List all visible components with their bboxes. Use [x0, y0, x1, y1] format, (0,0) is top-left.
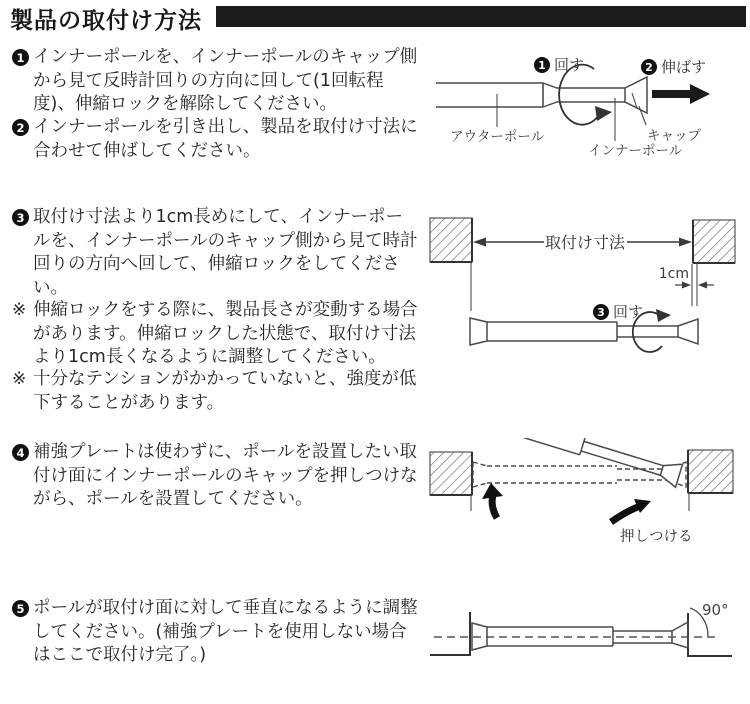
press-arrow-shaft — [611, 507, 638, 522]
step-2-text: インナーポールを引き出し、製品を取付け寸法に合わせて伸ばしてください。 — [33, 117, 418, 161]
pole-right-cap — [678, 319, 698, 344]
step-1-number: 1 — [12, 49, 29, 66]
left-wall-lines — [430, 612, 471, 655]
cap-drawing — [625, 77, 647, 113]
note-1 — [12, 299, 420, 370]
step-4-text: 補強プレートは使わずに、ポールを設置したい取付け面にインナーポールのキャップを押しつけながら、ポールを設置してください。 — [33, 442, 418, 509]
step-3 — [12, 206, 420, 300]
step-2-number: 2 — [12, 119, 29, 136]
extend-arrow-shaft — [652, 90, 690, 98]
badge-2-number: 2 — [645, 61, 653, 74]
turn-label: 回す — [554, 56, 585, 74]
extend-label: 伸ばす — [661, 58, 707, 76]
outer-pole-label: アウターポール — [450, 129, 545, 145]
note-2-marker: ※ — [12, 369, 27, 389]
step-3-number: 3 — [12, 209, 29, 226]
step-2 — [12, 116, 420, 163]
tilted-inner-pole — [581, 441, 663, 475]
left-wall — [430, 218, 472, 262]
pole-final-position-dashed — [473, 462, 686, 487]
outer-pole-drawing — [436, 83, 543, 107]
step-1-text: インナーポールを、インナーポールのキャップ側から見て反時計回りの方向に回して(1回転程度)、伸縮ロックを解除してください。 — [33, 47, 418, 114]
rotate-cw-arrowhead — [656, 309, 671, 322]
note-1-marker: ※ — [12, 300, 27, 320]
lift-arrow-shaft — [492, 495, 497, 518]
gap-arrow-left-head — [682, 282, 691, 289]
inner-pole-drawing — [543, 83, 625, 107]
badge-3-number: 3 — [597, 306, 605, 319]
note-1-text: 伸縮ロックをする際に、製品長さが変動する場合があります。伸縮ロックした状態で、取付け寸法より1cm長くなるように調整してください。 — [33, 300, 418, 367]
step-4-number: 4 — [12, 444, 29, 461]
step-5 — [12, 597, 420, 668]
step-1 — [12, 46, 420, 117]
press-label: 押しつける — [620, 529, 693, 545]
gap-label: 1cm — [658, 266, 689, 282]
dimension-arrowhead-left — [473, 238, 486, 247]
note-2 — [12, 368, 420, 415]
right-wall — [688, 450, 733, 493]
note-2-text: 十分なテンションがかかっていないと、強度が低下することがあります。 — [33, 369, 417, 413]
step-3-text: 取付け寸法より1cm長めにして、インナーポールを、インナーポールのキャップ側から見て時計回りの方向へ回して、伸縮ロックをしてください。 — [33, 207, 418, 298]
tilted-outer-pole — [488, 438, 585, 455]
gap-arrow-right-head — [698, 282, 707, 289]
pole-left-cap — [470, 318, 487, 345]
rotate-ccw-arrowhead — [595, 106, 612, 121]
badge-1-number: 1 — [538, 59, 546, 72]
diagram-perpendicular — [428, 588, 746, 702]
diagram-mounting-dimension — [428, 205, 746, 357]
pole-right-cap — [672, 622, 688, 648]
dimension-label: 取付け寸法 — [544, 233, 626, 252]
pole-inner — [617, 326, 678, 337]
turn-label-2: 回す — [613, 303, 644, 321]
page-title: 製品の取付け方法 — [10, 8, 202, 34]
step-4 — [12, 441, 420, 512]
title-underline-bar — [216, 6, 746, 27]
left-wall — [430, 452, 472, 495]
right-wall — [693, 220, 735, 263]
right-wall-lines — [687, 613, 732, 656]
cap-label: キャップ — [647, 128, 701, 144]
diagram-install-tilt — [428, 438, 746, 580]
angle-label: 90° — [702, 601, 729, 619]
diagram-unlock-extend — [428, 48, 746, 166]
inner-pole-label: インナーポール — [588, 143, 683, 159]
dimension-arrowhead-right — [679, 238, 692, 247]
step-5-text: ポールが取付け面に対して垂直になるように調整してください。(補強プレートを使用しない場合はここで取付け完了。) — [33, 598, 418, 665]
extend-arrow-head — [690, 84, 710, 104]
tilted-right-cap — [658, 459, 682, 487]
page-header — [0, 0, 750, 32]
step-5-number: 5 — [12, 600, 29, 617]
lift-arrow-head — [482, 483, 503, 499]
pole-outer — [487, 322, 617, 341]
